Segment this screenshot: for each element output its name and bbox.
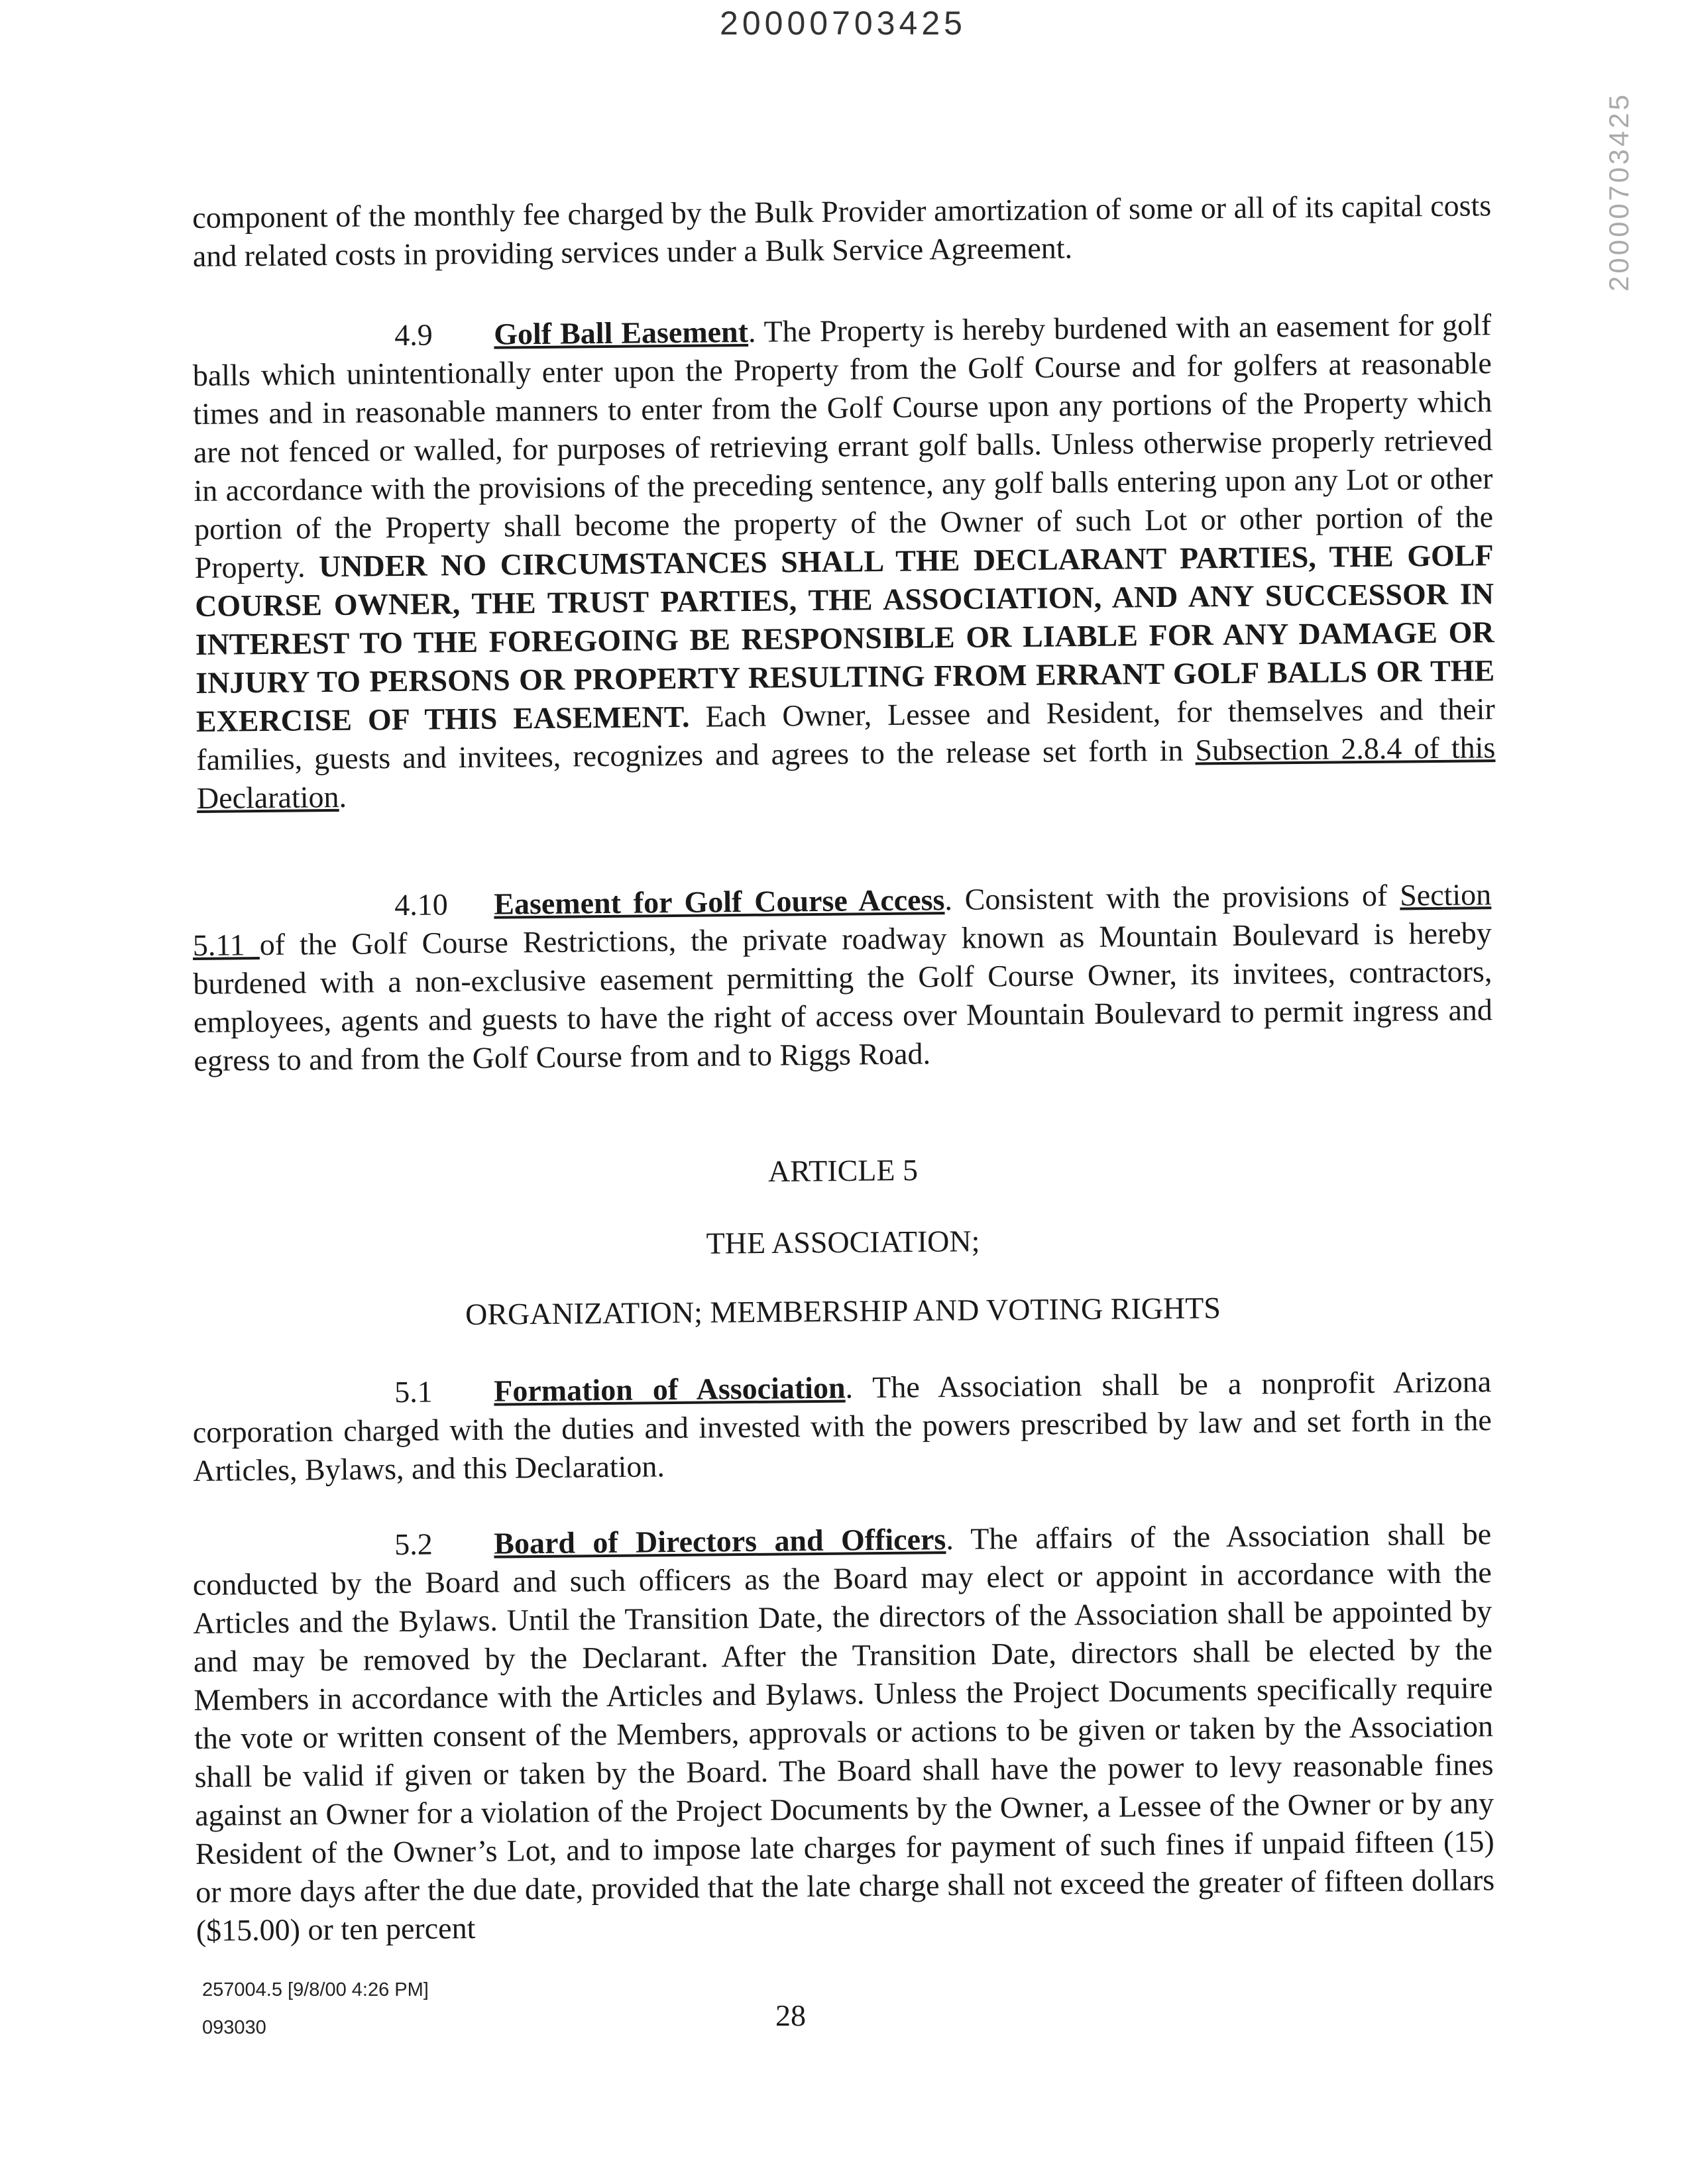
- page-number: 28: [775, 1998, 806, 2032]
- footer-doc-code: 257004.5 [9/8/00 4:26 PM]: [202, 1979, 429, 2000]
- section-4-10: [192, 875, 1493, 1080]
- section-number: 4.9: [394, 317, 433, 353]
- section-5-1: [192, 1362, 1492, 1490]
- section-text: . The Association shall be a nonprofit Arizona corporation charged with the duties and invested with the powers prescribed by law and set forth in the Articles, Bylaws, and this Declaration.: [192, 1364, 1492, 1488]
- article-label: ARTICLE 5: [767, 1153, 919, 1188]
- section-text-b: of the Golf Course Restrictions, the private roadway known as Mountain Boulevard is hereby burdened with a non-exclusive easement permitting the Golf Course Owner, its invitees, contractors, employees, agents and guests to have the right of access over Mountain Boulevard to permit ingress and egress to and from the Golf Course from and to Riggs Road.: [193, 916, 1493, 1077]
- section-title: Board of Directors and Officers: [494, 1522, 946, 1560]
- section-title: Golf Ball Easement: [494, 314, 749, 351]
- section-number: 5.1: [394, 1374, 433, 1409]
- section-number: 4.10: [394, 887, 449, 922]
- subsection-reference: Subsection 2.8.4 of this Declaration: [196, 730, 1496, 815]
- section-5-2: [192, 1515, 1495, 1950]
- section-reference: Section 5.11: [192, 877, 1492, 962]
- article-title: THE ASSOCIATION;: [706, 1224, 980, 1260]
- disclaimer-text: UNDER NO CIRCUMSTANCES SHALL THE DECLARANT PARTIES, THE GOLF COURSE OWNER, THE TRUST PARTIES, THE ASSOCIATION, AND ANY SUCCESSOR IN INTEREST TO THE FOREGOING BE RESPONSIBLE OR LIABLE FOR ANY DAMAGE OR INJURY TO PERSONS OR PROPERTY RESULTING FROM ERRANT GOLF BALLS OR THE EXERCISE OF THIS EASEMENT.: [194, 538, 1495, 738]
- document-number: 20000703425: [720, 5, 966, 42]
- footer-client-code: 093030: [202, 2017, 266, 2038]
- section-text: . The Property is hereby burdened with an easement for golf balls which unintentionally enter upon the Property from the Golf Course and for golfers at reasonable times and in reasonable manners to enter from the Golf Course upon any portions of the Property which are not fenced or walled, for purposes of retrieving errant golf balls. Unless otherwise properly retrieved in accordance with the provisions of the preceding sentence, any golf balls entering upon any Lot or other portion of the Property shall become the property of the Owner of such Lot or other portion of the Property.: [192, 307, 1494, 584]
- section-text: . Consistent with the provisions of: [944, 878, 1400, 917]
- section-title: Formation of Association: [494, 1370, 846, 1408]
- section-number: 5.2: [394, 1527, 433, 1562]
- paragraph-continuation: [192, 186, 1492, 276]
- section-text: . The affairs of the Association shall be conducted by the Board and such officers as the Board may elect or appoint in accordance with the Articles and the Bylaws. Until the Transition Date, the directors of the Association shall be appointed by and may be removed by the Declarant. After the Transition Date, directors shall be elected by the Members in accordance with the Articles and Bylaws. Unless the Project Documents specifically require the vote or written consent of the Members, approvals or actions to be given or taken by the Association shall be valid if given or taken by the Board. The Board shall have the power to levy reasonable fines against an Owner for a violation of the Project Documents by the Owner, a Lessee of the Owner or by any Resident of the Owner’s Lot, and to impose late charges for payment of such fines if unpaid fifteen (15) or more days after the due date, provided that the late charge shall not exceed the greater of fifteen dollars ($15.00) or ten percent: [192, 1517, 1495, 1947]
- article-subtitle: ORGANIZATION; MEMBERSHIP AND VOTING RIGHTS: [465, 1291, 1221, 1331]
- continuation-text: component of the monthly fee charged by the Bulk Provider amortization of some or all of its capital costs and related costs in providing services under a Bulk Service Agreement.: [192, 188, 1492, 273]
- section-title: Easement for Golf Course Access: [494, 883, 945, 921]
- section-4-9: 4.9 Golf Ball Easement. The Property is hereby burdened with an easement for golf balls which unintentionally enter upon the Property from the Golf Course and for golfers at reasonable times and in reasonable manners to enter from the Golf Course upon any portions of the Property which are not fenced or walled, for purposes of retrieving errant golf balls. Unless otherwise properly retrieved in accordance with the provisions of the preceding sentence, any golf balls entering upon any Lot or other portion of the Property shall become the property of the Owner of such Lot or other portion of the Property. UNDER NO CIRCUMSTANCES SHALL THE DECLARANT PARTIES, THE GOLF COURSE OWNER, THE TRUST PARTIES, THE ASSOCIATION, AND ANY SUCCESSOR IN INTEREST TO THE FOREGOING BE RESPONSIBLE OR LIABLE FOR ANY DAMAGE OR INJURY TO PERSONS OR PROPERTY RESULTING FROM ERRANT GOLF BALLS OR THE EXERCISE OF THIS EASEMENT. Each Owner, Lessee and Resident, for themselves and their families, guests and invitees, recognizes and agrees to the release set forth in Subsection 2.8.4 of this Declaration.: [192, 307, 1496, 815]
- section-text-b: Each Owner, Lessee and Resident, for themselves and their families, guests and invitees, recognizes and agrees to the release set forth in: [196, 692, 1495, 777]
- side-stamp: 20000703425: [1603, 92, 1634, 292]
